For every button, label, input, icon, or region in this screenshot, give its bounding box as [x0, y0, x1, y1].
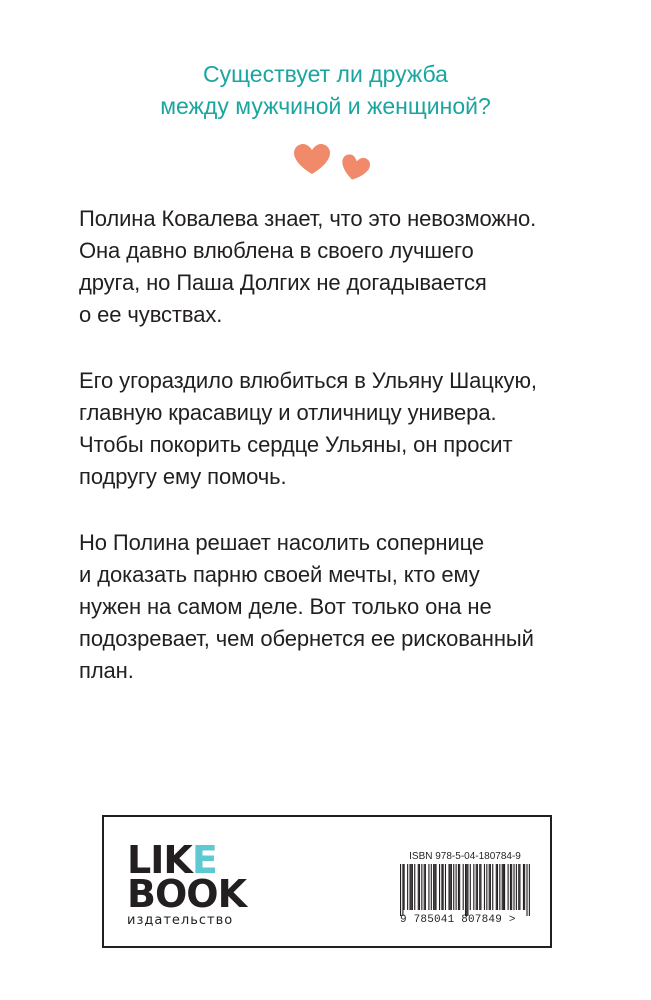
barcode-bar: [463, 864, 464, 910]
barcode-bar: [418, 864, 419, 910]
paragraph-1: [79, 203, 599, 331]
barcode-bar: [513, 864, 514, 910]
logo-letter: K: [163, 838, 192, 882]
barcode-bar: [411, 864, 412, 910]
barcode-bar: [489, 864, 490, 910]
barcode-bar: [526, 864, 527, 916]
paragraph-line: Но Полина решает насолить сопернице: [79, 530, 485, 555]
barcode-bar: [473, 864, 474, 910]
barcode-bar: [409, 864, 410, 910]
barcode-bar: [518, 864, 519, 910]
paragraph-line: главную красавицу и отличницу универа.: [79, 400, 497, 425]
barcode-icon: [400, 864, 530, 916]
barcode-bar: [510, 864, 511, 910]
heart-right-icon: [339, 153, 372, 183]
paragraph-line: друга, но Паша Долгих не догадывается: [79, 270, 487, 295]
barcode-bar: [503, 864, 504, 910]
likebook-logo: [127, 838, 257, 928]
barcode-bar: [516, 864, 517, 910]
barcode-bar: [466, 864, 467, 916]
barcode-bar: [404, 864, 405, 910]
barcode-bar: [523, 864, 524, 910]
paragraph-2: [79, 365, 599, 493]
logo-row-book: [127, 872, 257, 916]
hearts-icon: [286, 138, 376, 194]
barcode-digits: 9 785041 807849 >: [400, 914, 516, 926]
barcode-bar: [450, 864, 451, 910]
barcode-bar: [467, 864, 468, 916]
barcode-bar: [486, 864, 487, 910]
publisher-subtitle: издательство: [127, 913, 234, 928]
paragraph-line: Полина Ковалева знает, что это невозможно.: [79, 206, 537, 231]
barcode-bar: [453, 864, 454, 910]
paragraph-line: Она давно влюблена в своего лучшего: [79, 238, 474, 263]
paragraph-line: подругу ему помочь.: [79, 464, 287, 489]
barcode-bar: [424, 864, 425, 910]
barcode-bar: [407, 864, 408, 910]
heart-left-icon: [294, 144, 330, 174]
barcode-bar: [529, 864, 530, 916]
publisher-box: [102, 815, 552, 948]
barcode-bar: [419, 864, 420, 910]
logo-letter: B: [127, 872, 155, 916]
barcode-bar: [524, 864, 525, 910]
barcode-bar: [497, 864, 498, 910]
paragraph-line: план.: [79, 658, 134, 683]
barcode-bar: [443, 864, 444, 910]
paragraph-line: Чтобы покорить сердце Ульяны, он просит: [79, 432, 513, 457]
tagline-line-2: между мужчиной и женщиной?: [160, 93, 491, 119]
barcode-bar: [421, 864, 422, 910]
barcode-bar: [476, 864, 477, 910]
barcode-bar: [458, 864, 459, 910]
barcode-bar: [459, 864, 460, 910]
barcode-bar: [484, 864, 485, 910]
barcode-bar: [402, 864, 403, 916]
barcode-bar: [441, 864, 442, 910]
paragraph-line: нужен на самом деле. Вот только она не: [79, 594, 492, 619]
paragraph-line: и доказать парню своей мечты, кто ему: [79, 562, 480, 587]
barcode-bar: [451, 864, 452, 910]
barcode-bar: [480, 864, 481, 910]
barcode-bar: [508, 864, 509, 910]
barcode-bar: [400, 864, 401, 916]
logo-letter: O: [154, 872, 187, 916]
barcode-bar: [428, 864, 429, 910]
paragraph-line: о ее чувствах.: [79, 302, 223, 327]
barcode-bar: [465, 864, 466, 916]
logo-letter: L: [127, 838, 151, 882]
logo-letter: K: [217, 872, 247, 916]
barcode-bar: [490, 864, 491, 910]
logo-letter: I: [150, 838, 164, 882]
barcode-bar: [504, 864, 505, 910]
isbn-label: ISBN 978-5-04-180784-9: [409, 851, 521, 862]
barcode-bar: [425, 864, 426, 910]
barcode-bar: [448, 864, 449, 910]
barcode-bar: [477, 864, 478, 910]
barcode-block: [400, 851, 530, 926]
tagline-line-1: Существует ли дружба: [203, 61, 448, 87]
barcode-bar: [456, 864, 457, 910]
tagline: [0, 58, 651, 122]
logo-letter-accent: E: [191, 838, 217, 882]
barcode-bar: [434, 864, 435, 910]
barcode-bar: [433, 864, 434, 910]
barcode-bar: [511, 864, 512, 910]
barcode-bar: [470, 864, 471, 910]
barcode-bar: [412, 864, 413, 910]
paragraph-line: подозревает, чем обернется ее рискованный: [79, 626, 534, 651]
barcode-bar: [496, 864, 497, 910]
barcode-bar: [519, 864, 520, 910]
paragraph-line: Его угораздило влюбиться в Ульяну Шацкую,: [79, 368, 537, 393]
barcode-bar: [445, 864, 446, 910]
barcode-bar: [499, 864, 500, 910]
barcode-bar: [439, 864, 440, 910]
barcode-bar: [431, 864, 432, 910]
barcode-bar: [492, 864, 493, 910]
logo-letter: O: [186, 872, 218, 916]
barcode-bar: [414, 864, 415, 910]
barcode-bar: [502, 864, 503, 910]
barcode-bar: [479, 864, 480, 910]
blurb: [79, 203, 599, 721]
paragraph-3: [79, 527, 599, 687]
barcode-bar: [435, 864, 436, 910]
